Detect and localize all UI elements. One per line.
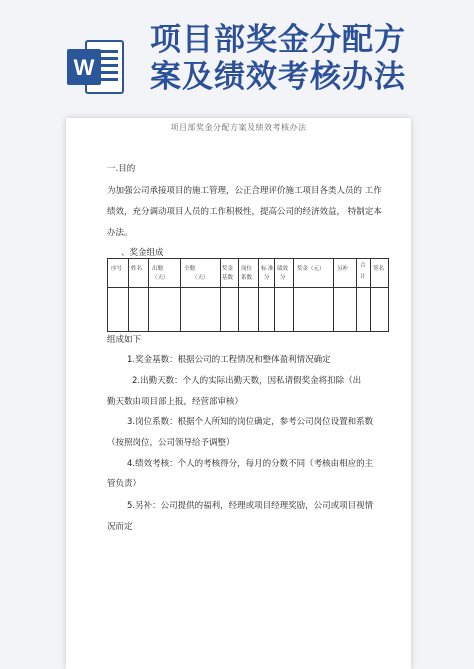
section1-heading: 一.目的 [107, 164, 136, 174]
word-document-icon [64, 36, 126, 98]
table-column-divider [258, 259, 259, 331]
document-title: 项目部奖金分配方案及绩效考核办法 [170, 123, 307, 132]
item5-line1: 5.另补：公司提供的福利，经理或项目经理奖励，公司或项目视情 [127, 501, 374, 511]
th-base-1: 奖金 [222, 266, 234, 272]
th-full-1: 全勤 [184, 266, 196, 272]
table-column-divider [370, 259, 371, 331]
th-sign: 签名 [373, 266, 385, 272]
composition-heading: 组成如下 [107, 335, 142, 345]
th-total-2: 计 [360, 274, 366, 280]
item2-line1: 2.出勤天数：个人的实际出勤天数，因私请假奖金将扣除（出 [132, 376, 362, 386]
purpose-line3: 办法。 [107, 228, 133, 238]
item2-line2: 勤天数由项目部上报，经营部审核） [107, 397, 244, 407]
th-bonus: 奖金（元） [297, 266, 325, 272]
banner [0, 0, 474, 112]
table-header-divider [108, 287, 388, 288]
word-icon-letter: W [73, 55, 95, 80]
table-column-divider [128, 259, 129, 331]
th-full-2: （天） [192, 275, 209, 281]
item3-line2: （按照岗位，公司领导给予调整） [107, 438, 235, 448]
table-column-divider [238, 259, 239, 331]
th-total-1: 合 [360, 263, 366, 269]
document-page [66, 118, 411, 669]
banner-title-line1: 项目部奖金分配方 [150, 22, 406, 58]
table-column-divider [333, 259, 334, 331]
purpose-line1: 为加强公司承接项目的施工管理，公正合理评价施工项目各类人员的 工作 [107, 186, 382, 196]
th-standard-2: 准 [268, 266, 274, 272]
th-attendance-2: （天） [152, 275, 169, 281]
th-position-1: 岗位 [241, 266, 253, 272]
item4-line1: 4.绩效考核：个人的考核得分，每月的分数不同（考核由相应的主 [127, 459, 374, 469]
th-performance-2: 分 [280, 275, 286, 281]
purpose-line2: 绩效，充分调动项目人员的工作积极性，提高公司的经济效益， 特制定本 [107, 207, 382, 217]
th-performance-1: 绩效 [277, 266, 289, 272]
banner-title-line2: 案及绩效考核办法 [150, 59, 406, 95]
item4-line2: 管负责） [107, 479, 142, 489]
item3-line1: 3.岗位系数：根据个人所知的岗位确定，参考公司岗位设置和系数 [127, 417, 374, 427]
th-standard-1: 标 [261, 266, 267, 272]
item1: 1.奖金基数：根据公司的工程情况和整体盈利情况确定 [127, 355, 331, 365]
bonus-table [107, 258, 389, 332]
table-column-divider [293, 259, 294, 331]
table-column-divider [148, 259, 149, 331]
th-name: 姓名 [131, 266, 143, 272]
section2-heading: 、奖金组成 [121, 248, 164, 258]
table-column-divider [356, 259, 357, 331]
th-base-2: 基数 [222, 275, 234, 281]
th-other: 另补 [337, 266, 349, 272]
th-position-2: 系数 [241, 275, 253, 281]
table-column-divider [274, 259, 275, 331]
th-attendance-1: 出勤 [152, 266, 164, 272]
item5-line2: 况而定 [107, 522, 133, 532]
table-column-divider [180, 259, 181, 331]
table-column-divider [220, 259, 221, 331]
th-seq: 序号 [111, 266, 123, 272]
banner-title [150, 22, 470, 96]
th-standard-3: 分 [264, 275, 270, 281]
